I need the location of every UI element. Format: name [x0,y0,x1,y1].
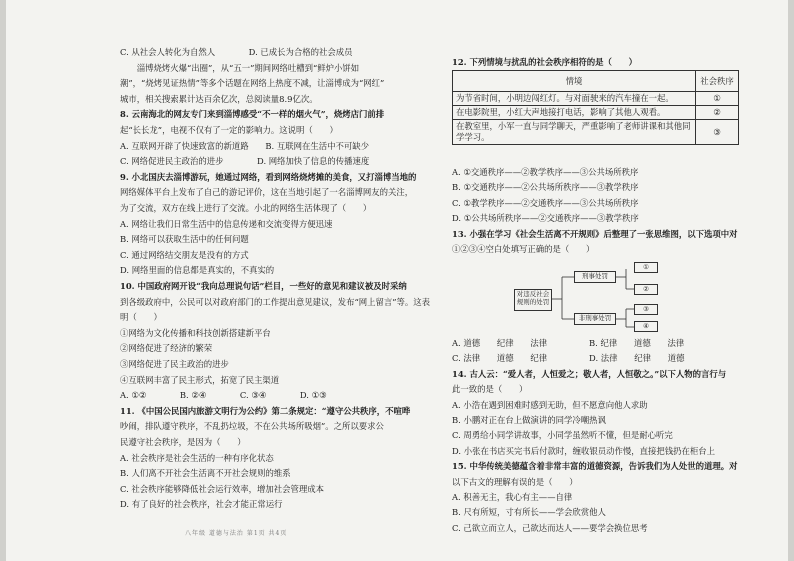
text-line: ①②③④空白处填写正确的是（ ） [452,244,595,254]
text-line: C. ①教学秩序——②交通秩序——③公共场所秩序 [452,197,639,208]
mind-map-branch-bottom: 非刑事处罚 [574,313,616,325]
text-line: D. 网络里面的信息都是真实的，不真实的 [120,265,275,276]
table-cell: ① [696,92,739,106]
table-cell: 在电影院里，小红大声地接打电话，影响了其他人观看。 [453,106,696,120]
text-line: 此一致的是（ ） [452,384,528,395]
text-line: 网络媒体平台上发布了自己的游记评价，这在当地引起了一名淄博网友的关注， [120,187,414,198]
scan-edge-right [788,0,794,561]
text-line: 13. 小强在学习《社会生活离不开规则》后整理了一张思维图，以下选项中对 [452,228,738,239]
text-line: 吵闹，排队遵守秩序，不乱扔垃圾，不在公共场所吸烟”。之所以要求公 [120,421,384,432]
text-line: A. 网络让我们日常生活中的信息传递和交流变得方便迅速 [120,218,333,229]
text-line: A. 社会秩序是社会生活的一种有序化状态 [120,452,274,463]
scan-edge-left [0,0,6,561]
mind-map-leaf-1: ① [634,262,658,273]
text-line: C. 通过网络结交朋友是没有的方式 [120,249,249,260]
text-line: ①网络为文化传播和科技创新搭建新平台 [120,327,271,338]
text-line: 14. 古人云：“爱人者，人恒爱之；敬人者，人恒敬之。”以下人物的言行与 [452,368,727,379]
text-line: C. 周勇给小同学讲故事，小同学虽然听不懂，但是耐心听完 [452,430,673,441]
table-header-order: 社会秩序 [696,71,739,92]
text-line: A. ①② B. ②④ C. ③④ D. ①③ [120,390,327,401]
text-line: D. 有了良好的社会秩序，社会才能正常运行 [120,499,283,510]
text-line: 民遵守社会秩序，是因为（ ） [120,437,246,447]
table-cell: ② [696,106,739,120]
text-line: 到各级政府中，公民可以对政府部门的工作提出意见建议，发布“网上留言”等。这表 [120,296,431,307]
text-line: 城市，相关搜索累计达百余亿次，总阅读量8.9亿次。 [120,93,318,104]
text-line: 11. 《中国公民国内旅游文明行为公约》第二条规定：“遵守公共秩序，不喧哗 [120,405,411,416]
text-line: C. 网络促进民主政治的进步 D. 网络加快了信息的传播速度 [120,156,370,167]
question-12-table [452,70,739,145]
table-row [453,106,739,120]
text-line: A. 道德 纪律 法律 B. 纪律 道德 法律 [452,338,685,348]
text-line: 潮”，“烧烤见证热情”等多个话题在网络上热度不减，让淄博成为“网红” [120,78,385,89]
page-footer: 八年级 道德与法治 第1页 共4页 [185,530,288,537]
table-header-situation: 情境 [453,71,696,92]
text-line: B. 网络可以获取生活中的任何问题 [120,234,249,245]
text-line: A. ①交通秩序——②教学秩序——③公共场所秩序 [452,167,639,177]
text-line: ④互联网丰富了民主形式，拓宽了民主渠道 [120,374,280,385]
text-line: B. 尺有所短，寸有所长——学会欣赏他人 [452,507,606,518]
mind-map-diagram [514,263,684,330]
question-12-stem: 12. 下列情境与扰乱的社会秩序相符的是（ ） [452,57,637,67]
text-line: 8. 云南海北的网友专门来到淄博感受“不一样的烟火气”，烧烤店门前排 [120,109,385,120]
text-line: 淄博烧烤火爆“出圈”，从“五一”期间网络吐槽到“鲜炉小饼如 [120,62,360,73]
text-line: B. 小鹏对正在台上做演讲的同学冷嘲热讽 [452,415,606,425]
text-line: 9. 小北国庆去淄博游玩，她通过网络，看到网络烧烤摊的美食，又打淄博当地的 [120,171,417,182]
mind-map-leaf-3: ③ [634,304,658,315]
text-line: C. 社会秩序能够降低社会运行效率，增加社会管理成本 [120,483,325,494]
table-row [453,120,739,145]
text-line: 明（ ） [120,312,162,323]
mind-map-root: 对违反社会规则的处罚 [514,289,552,311]
text-line: C. 法律 道德 纪律 D. 法律 纪律 道德 [452,353,685,364]
text-line: 10. 中国政府网开设“我向总理说句话”栏目，一些好的意见和建议被及时采纳 [120,281,407,291]
text-line: C. 己欲立而立人，己欲达而达人——要学会换位思考 [452,522,648,533]
table-header-row [453,71,739,92]
mind-map-leaf-2: ② [634,284,658,295]
text-line: 以下古文的理解有误的是（ ） [452,476,578,487]
text-line: D. 小张在书店买完书后付款时，缠收银员动作慢，直接把钱扔在柜台上 [452,445,715,456]
table-cell: 在教室里，小军一直与同学聊天，严重影响了老师讲课和其他同学学习。 [453,120,696,145]
text-line: 为了交流，双方在线上进行了交流。小北的网络生活体现了（ ） [120,203,372,213]
text-line: A. 积善无主，我心有主——自律 [452,492,573,502]
text-line: ③网络促进了民主政治的进步 [120,359,229,369]
mind-map-leaf-4: ④ [634,321,658,332]
mind-map-branch-top: 刑事处罚 [574,271,616,283]
text-line: A. 互联网开辟了快速致富的新道路 B. 互联网在生活中不可缺少 [120,140,369,151]
text-line: 起“长长龙”，电视不仅有了一定的影响力。这说明（ ） [120,125,338,135]
text-line: ②网络促进了经济的繁荣 [120,343,213,354]
text-line: C. 从社会人转化为自然人 D. 已成长为合格的社会成员 [120,47,353,57]
text-line: B. ①交通秩序——②公共场所秩序——③教学秩序 [452,182,639,193]
text-line: D. ①公共场所秩序——②交通秩序——③教学秩序 [452,213,639,224]
table-cell: 为节省时间，小明边闯红灯。与对面驶来的汽车撞在一起。 [453,92,696,106]
text-line: 15. 中华传统美德蕴含着非常丰富的道德资源，告诉我们为人处世的道理。对 [452,461,738,472]
text-line: B. 人们离不开社会生活离不开社会规则的维系 [120,468,291,479]
table-cell: ③ [696,120,739,145]
text-line: A. 小浩在遇到困难时感到无助，但不愿意向他人求助 [452,399,648,410]
table-row [453,92,739,106]
